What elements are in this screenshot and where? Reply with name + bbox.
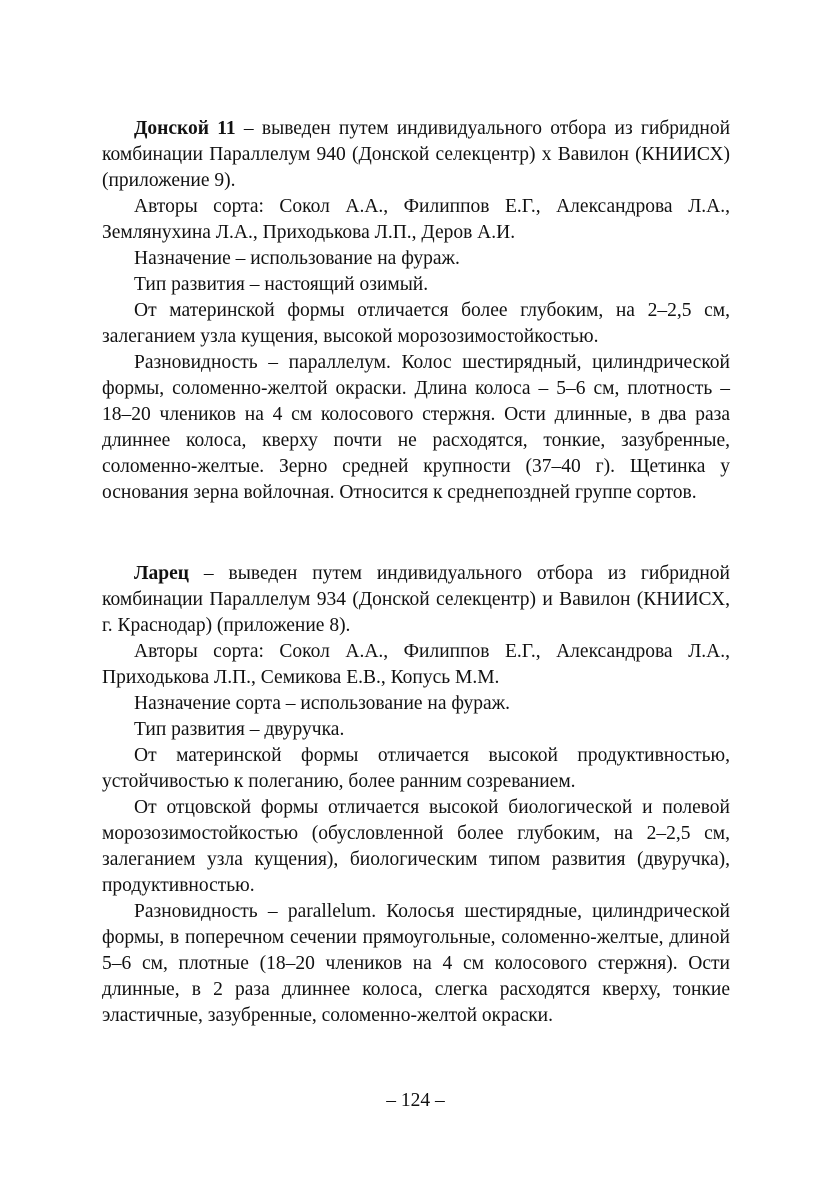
- paragraph-purpose: Назначение – использование на фураж.: [134, 248, 460, 269]
- paragraph-maternal-difference: От материнской формы отличается высокой продуктивностью, устойчивостью к полеганию, более ранним созреванием.: [102, 745, 730, 792]
- variety-intro: [102, 116, 730, 194]
- paragraph-authors: Авторы сорта: Сокол А.А., Филиппов Е.Г., Александрова Л.А., Приходькова Л.П., Семикова Е.В., Копусь М.М.: [102, 641, 730, 688]
- paragraph-development-type: Тип развития – двуручка.: [134, 719, 345, 740]
- variety-section-donskoy-11: [102, 116, 730, 506]
- paragraph-variety-description: Разновидность – параллелум. Колос шестирядный, цилиндрической формы, соломенно-желтой окраски. Длина колоса – 5–6 см, плотность – 18–20 члеников на 4 см колосового стержня. Ости длинные, в два раза длиннее колоса, кверху почти не расходятся, тонкие, зазубренные, соломенно-желтые. Зерно средней крупности (37–40 г). Щетинка у основания зерна войлочная. Относится к среднепоздней группе сортов.: [102, 352, 730, 503]
- paragraph-paternal-difference: От отцовской формы отличается высокой биологической и полевой морозозимостойкостью (обусловленной более глубоким, на 2–2,5 см, залеганием узла кущения), биологическим типом развития (двуручка), продуктивностью.: [102, 797, 730, 896]
- paragraph-authors: Авторы сорта: Сокол А.А., Филиппов Е.Г., Александрова Л.А., Землянухина Л.А., Приходькова Л.П., Деров А.И.: [102, 196, 730, 243]
- variety-name: Ларец: [134, 563, 190, 584]
- variety-origin: – выведен путем индивидуального отбора из гибридной комбинации Параллелум 934 (Донской селекцентр) и Вавилон (КНИИСХ, г. Краснодар) (приложение 8).: [102, 563, 730, 636]
- variety-section-larets: [102, 561, 730, 1029]
- paragraph-development-type: Тип развития – настоящий озимый.: [134, 274, 429, 295]
- variety-intro: [102, 561, 730, 639]
- variety-name: Донской 11: [134, 118, 236, 139]
- paragraph-variety-description: Разновидность – parallelum. Колосья шестирядные, цилиндрической формы, в поперечном сечении прямоугольные, соломенно-желтые, длиной 5–6 см, плотные (18–20 члеников на 4 см колосового стержня). Ости длинные, в 2 раза длиннее колоса, слегка расходятся кверху, тонкие эластичные, зазубренные, соломенно-желтой окраски.: [102, 901, 730, 1026]
- paragraph-purpose: Назначение сорта – использование на фураж.: [134, 693, 511, 714]
- paragraph-maternal-difference: От материнской формы отличается более глубоким, на 2–2,5 см, залеганием узла кущения, высокой морозозимостойкостью.: [102, 300, 730, 347]
- variety-origin: – выведен путем индивидуального отбора из гибридной комбинации Параллелум 940 (Донской селекцентр) х Вавилон (КНИИСХ) (приложение 9).: [102, 118, 731, 191]
- page-number: – 124 –: [386, 1090, 445, 1111]
